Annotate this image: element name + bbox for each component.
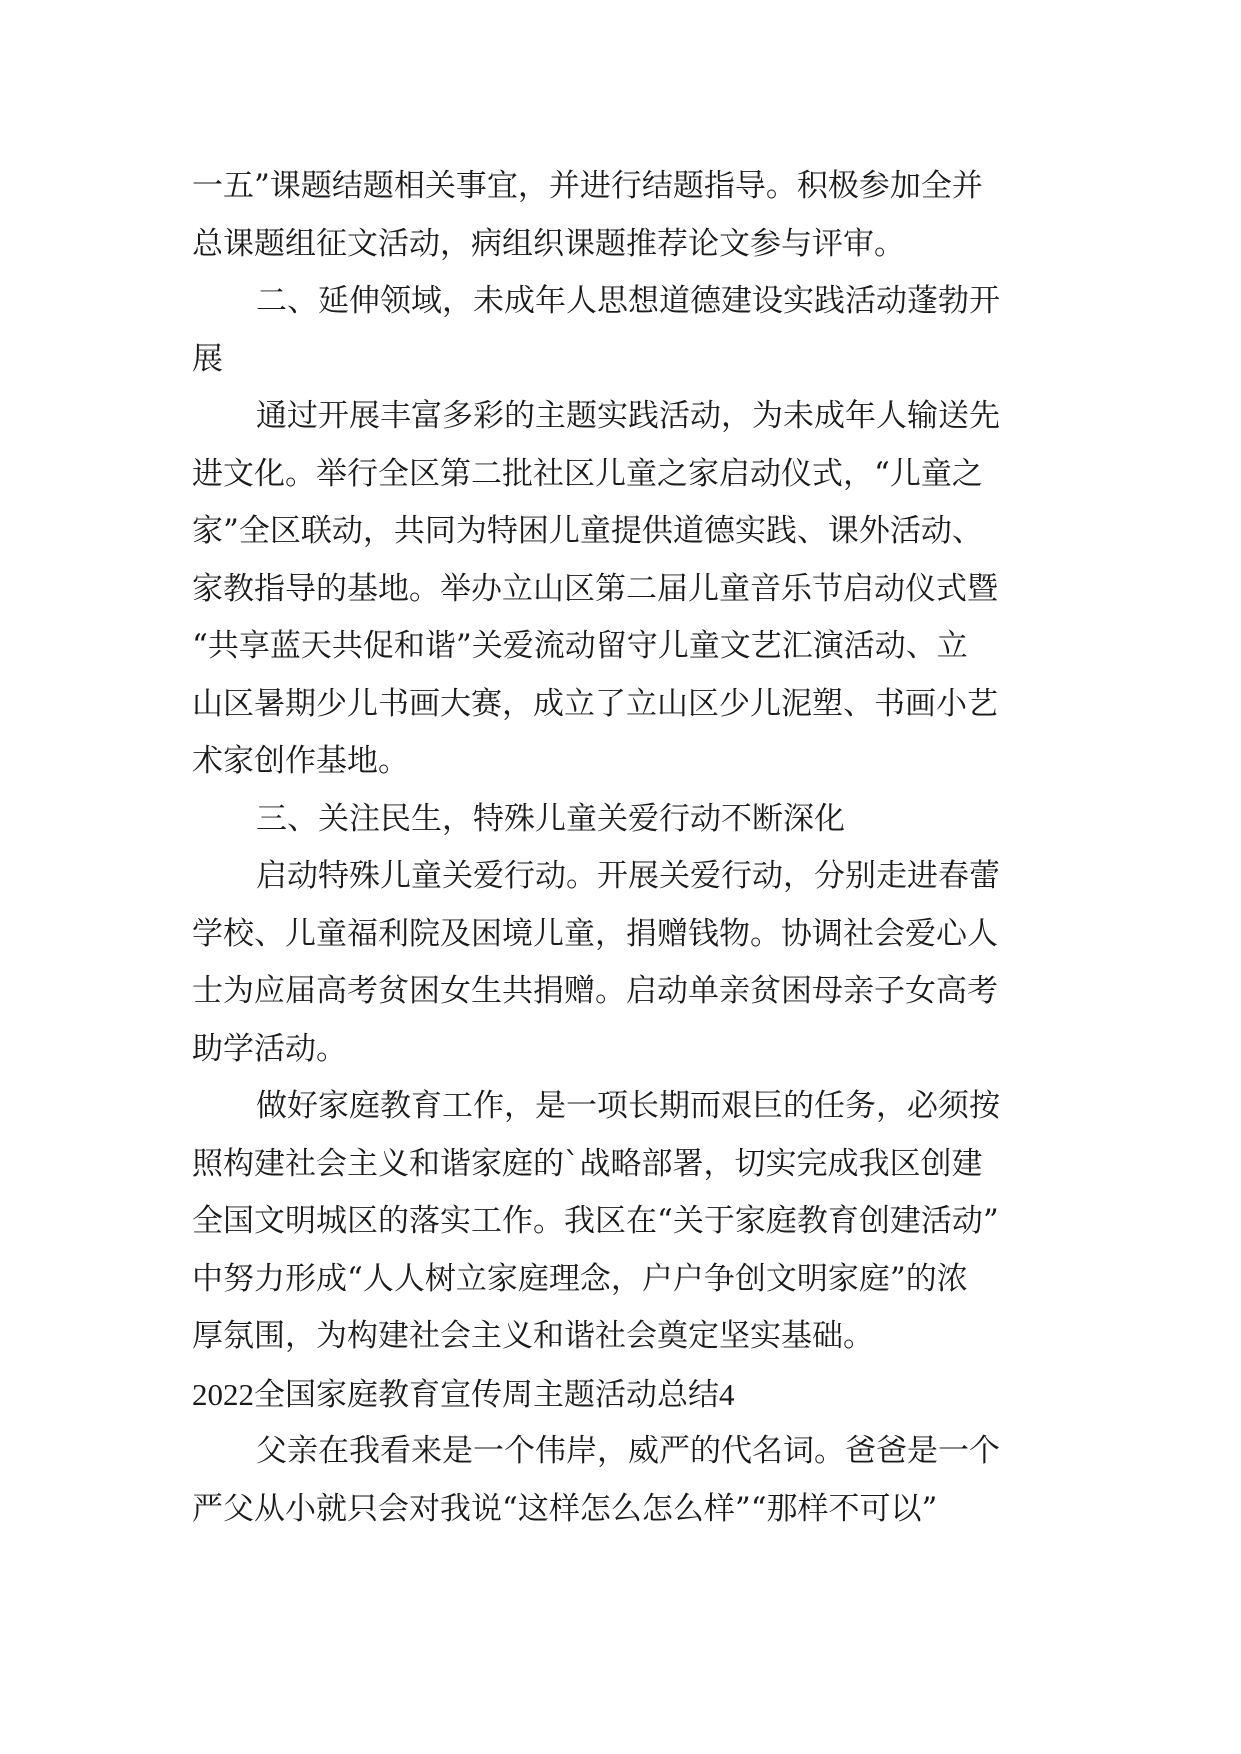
document-body: [192, 158, 1072, 1538]
paragraph-line: 做好家庭教育工作，是一项长期而艰巨的任务，必须按: [256, 1088, 1000, 1124]
paragraph-line: 通过开展丰富多彩的主题实践活动，为未成年人输送先: [256, 398, 1000, 434]
section-heading: 三、关注民生，特殊儿童关爱行动不断深化: [256, 800, 845, 837]
paragraph-line: 进文化。举行全区第二批社区儿童之家启动仪式，“儿童之: [192, 455, 983, 492]
paragraph-line: 助学活动。: [192, 1030, 347, 1067]
paragraph-line: 家教指导的基地。举办立山区第二届儿童音乐节启动仪式暨: [192, 570, 998, 607]
paragraph-line: 家”全区联动，共同为特困儿童提供道德实践、课外活动、: [192, 513, 983, 549]
paragraph-line: 启动特殊儿童关爱行动。开展关爱行动，分别走进春蕾: [256, 858, 1000, 894]
section-heading: 二、延伸领域，未成年人思想道德建设实践活动蓬勃开: [256, 283, 1000, 319]
paragraph-line: 严父从小就只会对我说“这样怎么怎么样”“那样不可以”: [192, 1490, 938, 1527]
paragraph-line: 术家创作基地。: [192, 743, 409, 779]
paragraph-line: “共享蓝天共促和谐”关爱流动留守儿童文艺汇演活动、立: [192, 628, 968, 664]
paragraph-line: 全国文明城区的落实工作。我区在“关于家庭教育创建活动”: [192, 1203, 999, 1239]
paragraph-line: 山区暑期少儿书画大赛，成立了立山区少儿泥塑、书画小艺: [192, 685, 998, 722]
paragraph-line: 总课题组征文活动，病组织课题推荐论文参与评审。: [192, 225, 905, 262]
paragraph-line: 一五”课题结题相关事宜，并进行结题指导。积极参加全并: [192, 168, 983, 204]
paragraph-line: 照构建社会主义和谐家庭的`战略部署，切实完成我区创建: [192, 1145, 983, 1182]
article-title: 2022全国家庭教育宣传周主题活动总结4: [192, 1376, 735, 1412]
paragraph-line: 厚氛围，为构建社会主义和谐社会奠定坚实基础。: [192, 1318, 874, 1354]
paragraph-line: 父亲在我看来是一个伟岸，威严的代名词。爸爸是一个: [256, 1433, 1000, 1469]
paragraph-line: 中努力形成“人人树立家庭理念，户户争创文明家庭”的浓: [192, 1260, 968, 1297]
paragraph-line: 士为应届高考贫困女生共捐赠。启动单亲贫困母亲子女高考: [192, 973, 998, 1009]
section-heading-continuation: 展: [192, 340, 223, 377]
paragraph-line: 学校、儿童福利院及困境儿童，捐赠钱物。协调社会爱心人: [192, 915, 998, 952]
